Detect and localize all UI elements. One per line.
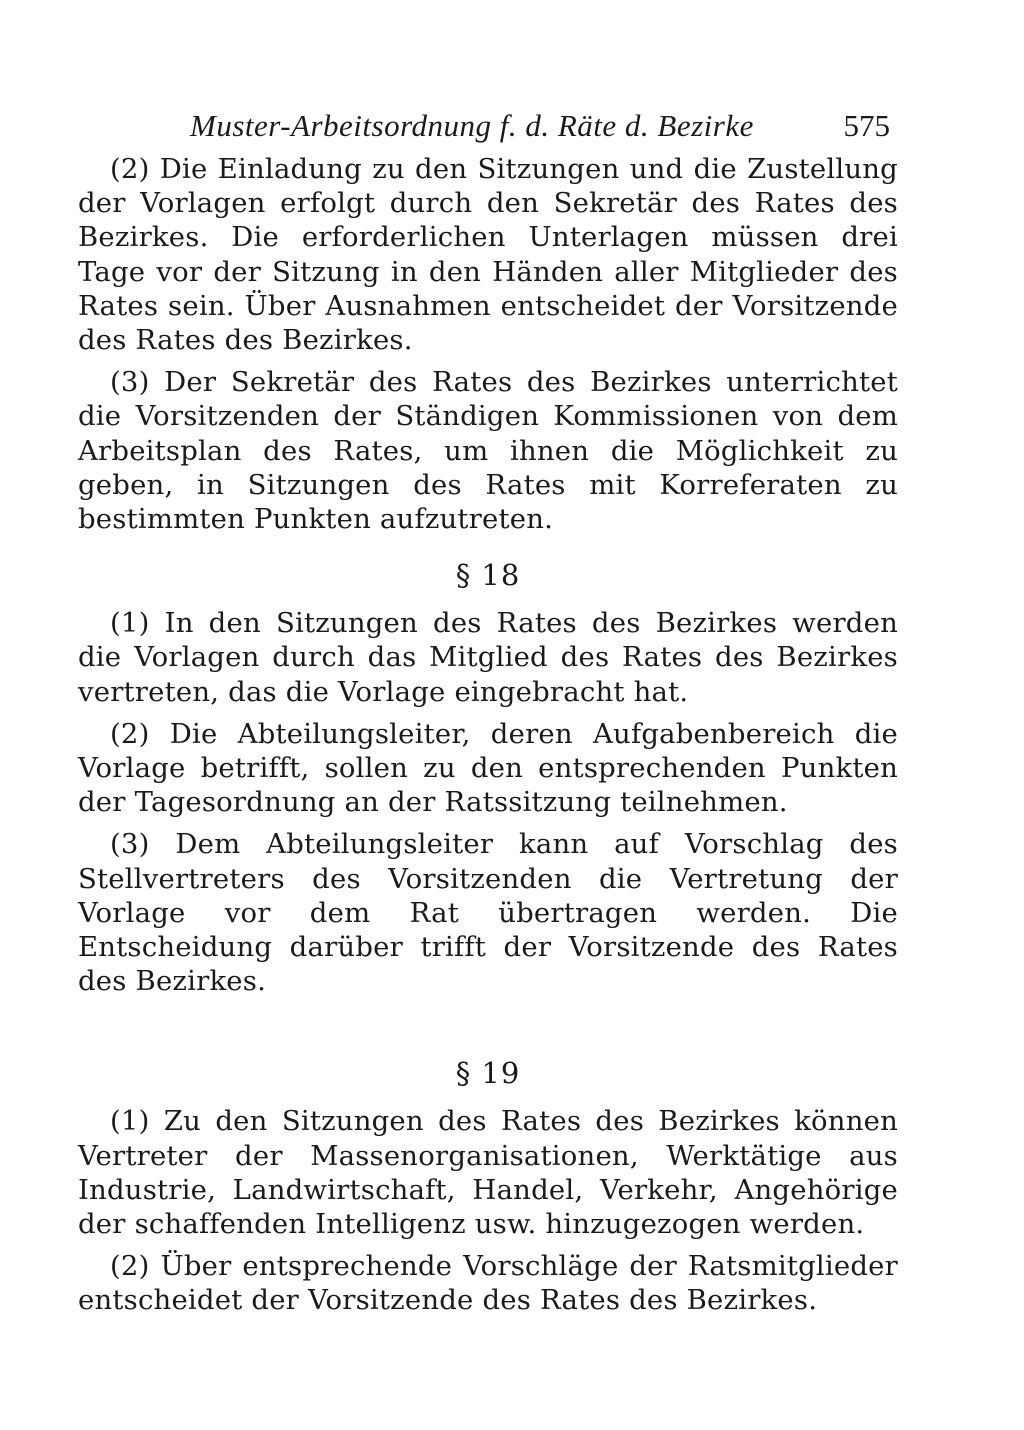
running-head: [78, 100, 898, 152]
section-18-paragraph-3: (3) Dem Abteilungsleiter kann auf Vorschlag des Stellvertreters des Vorsitzenden die Vertretung der Vorlage vor dem Rat übertragen werden. Die Entscheidung darüber trifft der Vorsitzende des Rates des Bezirkes.: [78, 828, 898, 998]
running-title: Muster-Arbeitsordnung f. d. Räte d. Bezirke: [190, 108, 754, 143]
page-number: 575: [843, 108, 890, 143]
section-19-paragraph-1: (1) Zu den Sitzungen des Rates des Bezirkes können Vertreter der Massenorganisationen, Werktätige aus Industrie, Landwirtschaft, Handel, Verkehr, Angehörige der schaffenden Intelligenz usw. hinzugezogen werden.: [78, 1105, 898, 1241]
paragraph-3: (3) Der Sekretär des Rates des Bezirkes unterrichtet die Vorsitzenden der Ständigen Kommissionen von dem Arbeitsplan des Rates, um ihnen die Möglichkeit zu geben, in Sitzungen des Rates mit Korreferaten zu bestimmten Punkten aufzutreten.: [78, 366, 898, 536]
paragraph-2: (2) Die Einladung zu den Sitzungen und die Zustellung der Vorlagen erfolgt durch den Sekretär des Rates des Bezirkes. Die erforderlichen Unterlagen müssen drei Tage vor der Sitzung in den Händen aller Mitglieder des Rates sein. Über Ausnahmen entscheidet der Vorsitzende des Rates des Bezirkes.: [78, 153, 898, 357]
section-heading-19: § 19: [455, 1056, 521, 1091]
section-19-paragraph-2: (2) Über entsprechende Vorschläge der Ratsmitglieder entscheidet der Vorsitzende des Rates des Bezirkes.: [78, 1250, 898, 1317]
section-18-paragraph-1: (1) In den Sitzungen des Rates des Bezirkes werden die Vorlagen durch das Mitglied des Rates des Bezirkes vertreten, das die Vorlage eingebracht hat.: [78, 607, 898, 708]
document-page: [78, 100, 898, 1326]
section-heading-18: § 18: [455, 558, 521, 593]
section-18-paragraph-2: (2) Die Abteilungsleiter, deren Aufgabenbereich die Vorlage betrifft, sollen zu den entsprechenden Punkten der Tagesordnung an der Ratssitzung teilnehmen.: [78, 717, 898, 819]
